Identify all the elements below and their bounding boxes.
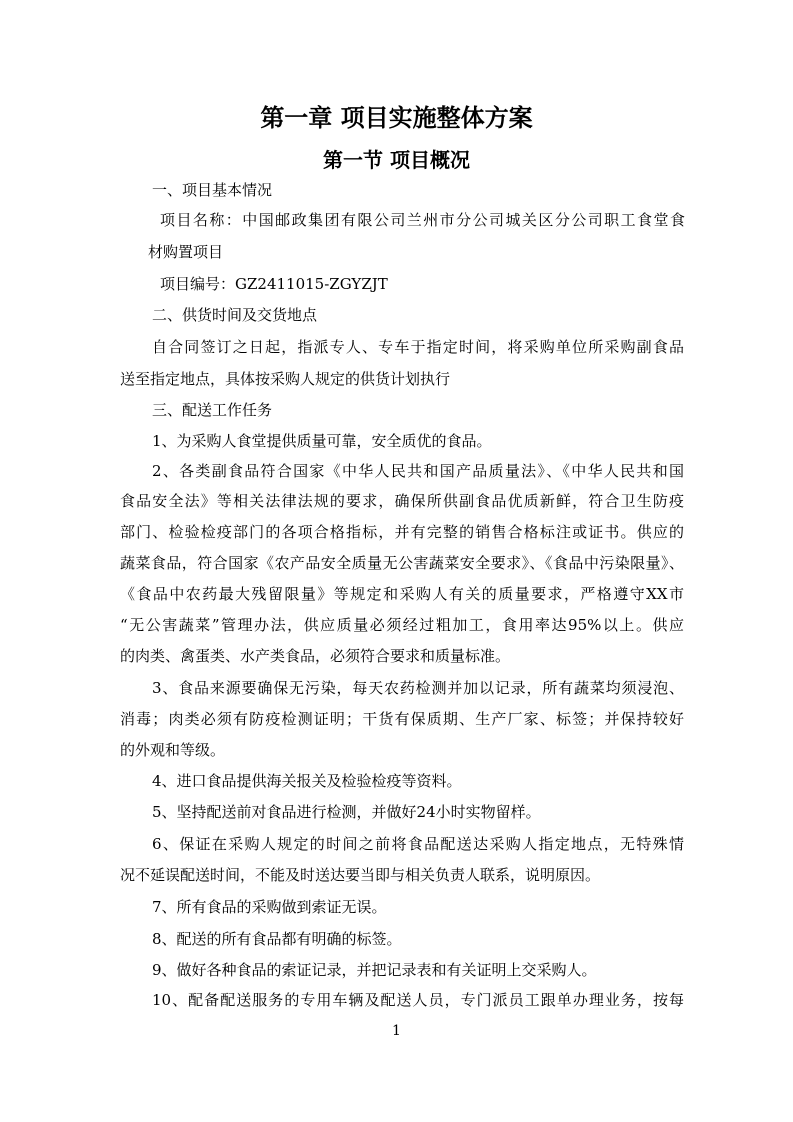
task-6-line-1: 6、保证在采购人规定的时间之前将食品配送达采购人指定地点，无特殊情 xyxy=(152,835,684,853)
task-2-line-5: 《食品中农药最大残留限量》等规定和采购人有关的质量要求，严格遵守XX市 xyxy=(120,585,684,603)
task-2-line-6: “无公害蔬菜”管理办法，供应质量必须经过粗加工，食用率达95%以上。供应 xyxy=(120,616,684,634)
project-number: 项目编号：GZ2411015-ZGYZJT xyxy=(160,275,388,293)
heading-delivery: 二、供货时间及交货地点 xyxy=(152,306,318,324)
chapter-title: 第一章 项目实施整体方案 xyxy=(260,103,533,132)
page-number: 1 xyxy=(392,1023,401,1039)
task-8: 8、配送的所有食品都有明确的标签。 xyxy=(152,930,402,948)
delivery-text-2: 送至指定地点，具体按采购人规定的供货计划执行 xyxy=(120,370,451,388)
heading-basic-info: 一、项目基本情况 xyxy=(152,181,273,199)
task-10-line-1: 10、配备配送服务的专用车辆及配送人员，专门派员工跟单办理业务，按每 xyxy=(152,991,684,1009)
heading-tasks: 三、配送工作任务 xyxy=(152,401,273,419)
task-5: 5、坚持配送前对食品进行检测，并做好24小时实物留样。 xyxy=(152,803,541,821)
task-3-line-2: 消毒；肉类必须有防疫检测证明；干货有保质期、生产厂家、标签；并保持较好 xyxy=(120,710,684,728)
task-6-line-2: 况不延误配送时间，不能及时送达要当即与相关负责人联系，说明原因。 xyxy=(120,866,601,884)
delivery-text-1: 自合同签订之日起，指派专人、专车于指定时间，将采购单位所采购副食品 xyxy=(152,338,684,356)
project-name-line-2: 材购置项目 xyxy=(148,243,224,261)
task-2-line-3: 部门、检验检疫部门的各项合格指标，并有完整的销售合格标注或证书。供应的 xyxy=(120,523,684,541)
section-title: 第一节 项目概况 xyxy=(323,148,470,172)
task-2-line-4: 蔬菜食品，符合国家《农产品安全质量无公害蔬菜安全要求》、《食品中污染限量》、 xyxy=(120,554,684,572)
task-2-line-7: 的肉类、禽蛋类、水产类食品，必须符合要求和质量标准。 xyxy=(120,647,511,665)
task-4: 4、进口食品提供海关报关及检验检疫等资料。 xyxy=(152,772,462,790)
task-9: 9、做好各种食品的索证记录，并把记录表和有关证明上交采购人。 xyxy=(152,961,597,979)
task-7: 7、所有食品的采购做到索证无误。 xyxy=(152,898,387,916)
task-1: 1、为采购人食堂提供质量可靠，安全质优的食品。 xyxy=(152,432,492,450)
project-name-line-1: 项目名称：中国邮政集团有限公司兰州市分公司城关区分公司职工食堂食 xyxy=(160,211,685,229)
task-2-line-2: 食品安全法》等相关法律法规的要求，确保所供副食品优质新鲜，符合卫生防疫 xyxy=(120,492,684,510)
task-3-line-3: 的外观和等级。 xyxy=(120,741,226,759)
task-3-line-1: 3、食品来源要确保无污染，每天农药检测并加以记录，所有蔬菜均须浸泡、 xyxy=(152,679,684,697)
task-2-line-1: 2、各类副食品符合国家《中华人民共和国产品质量法》、《中华人民共和国 xyxy=(152,462,684,480)
